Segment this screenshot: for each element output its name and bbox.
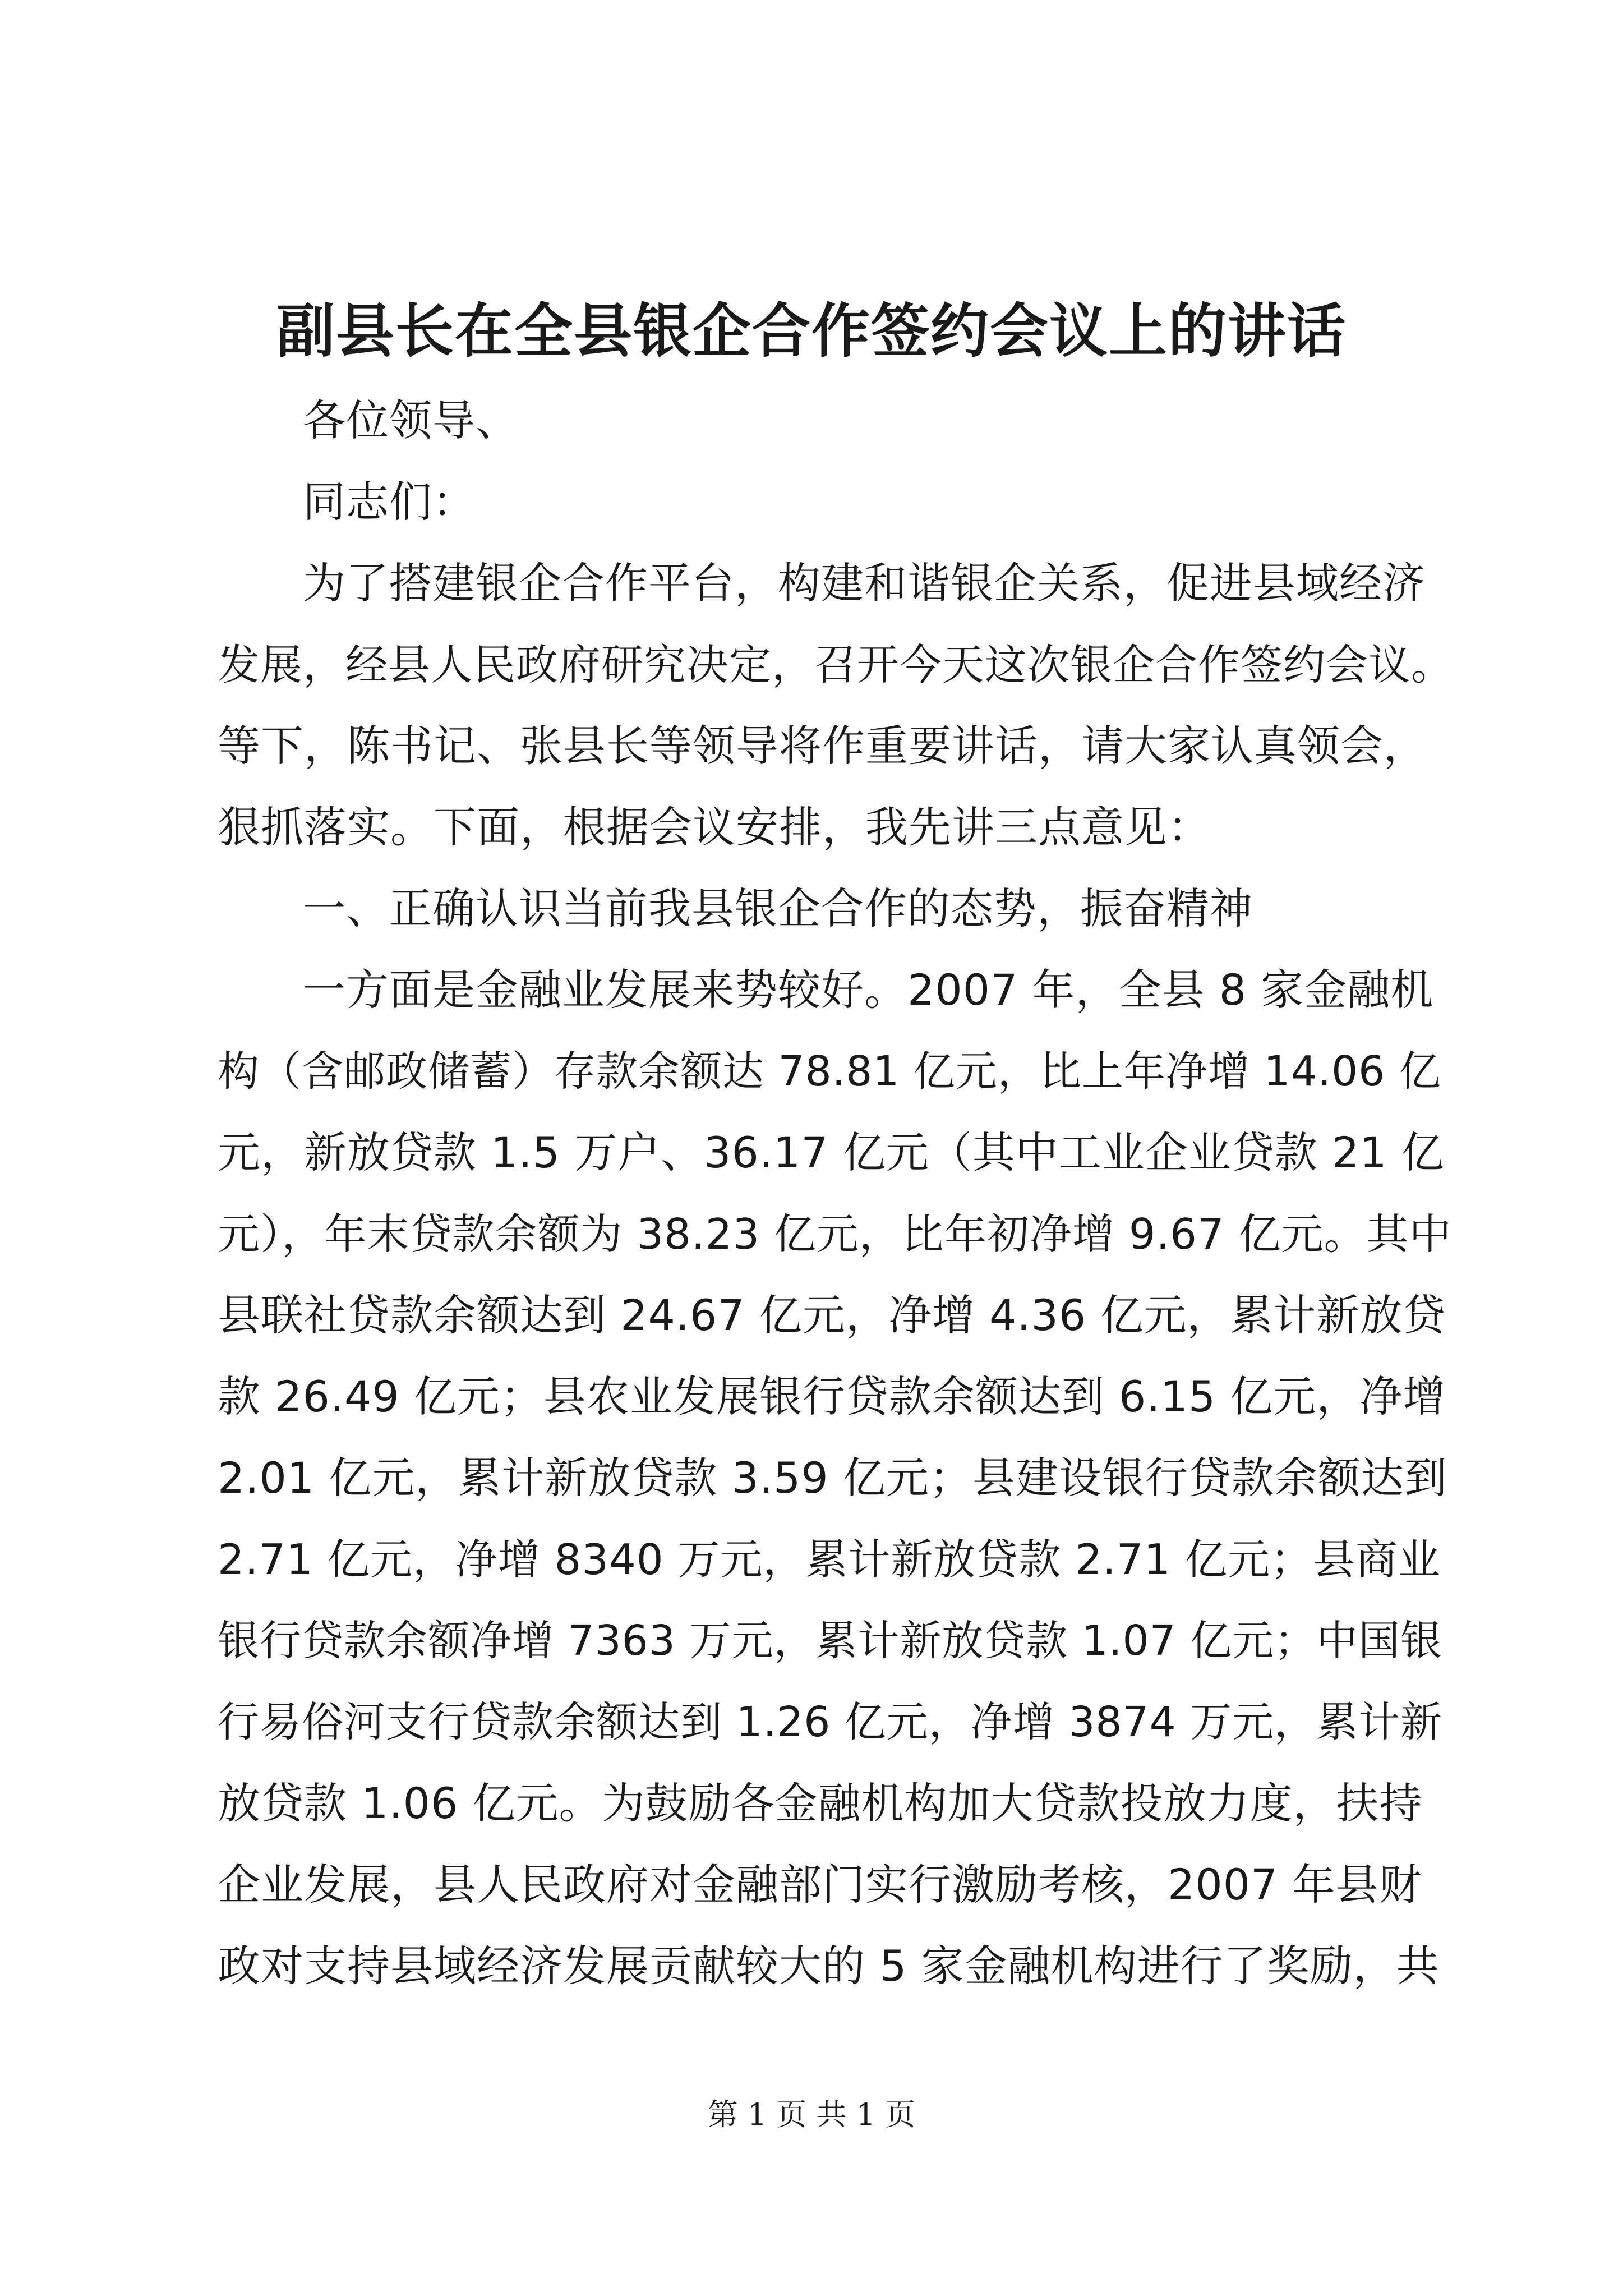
body-line: 政对支持县域经济发展贡献较大的 5 家金融机构进行了奖励，共 — [218, 1941, 1440, 1991]
body-line: 构（含邮政储蓄）存款余额达 78.81 亿元，比上年净增 14.06 亿 — [218, 1047, 1441, 1096]
salutation-line: 同志们： — [303, 477, 476, 527]
body-line: 为了搭建银企合作平台，构建和谐银企关系，促进县域经济 — [303, 558, 1426, 608]
body-line: 2.01 亿元，累计新放贷款 3.59 亿元；县建设银行贷款余额达到 — [218, 1453, 1447, 1503]
salutation-line: 各位领导、 — [303, 395, 519, 445]
body-line: 等下，陈书记、张县长等领导将作重要讲话，请大家认真领会， — [218, 721, 1427, 771]
body-line: 元，新放贷款 1.5 万户、36.17 亿元（其中工业企业贷款 21 亿 — [218, 1128, 1445, 1177]
body-line: 县联社贷款余额达到 24.67 亿元，净增 4.36 亿元，累计新放贷 — [218, 1290, 1446, 1340]
body-line: 一方面是金融业发展来势较好。2007 年，全县 8 家金融机 — [303, 965, 1434, 1015]
body-line: 款 26.49 亿元；县农业发展银行贷款余额达到 6.15 亿元，净增 — [218, 1372, 1446, 1421]
page-footer: 第 1 页 共 1 页 — [707, 2097, 916, 2132]
body-line: 企业发展，县人民政府对金融部门实行激励考核，2007 年县财 — [218, 1860, 1422, 1910]
body-line: 元），年末贷款余额为 38.23 亿元，比年初净增 9.67 亿元。其中 — [218, 1209, 1452, 1259]
body-line: 狠抓落实。下面，根据会议安排，我先讲三点意见： — [218, 802, 1211, 852]
body-line: 2.71 亿元，净增 8340 万元，累计新放贷款 2.71 亿元；县商业 — [218, 1535, 1441, 1584]
body-line: 发展，经县人民政府研究决定，召开今天这次银企合作签约会议。 — [218, 640, 1454, 689]
body-line: 行易俗河支行贷款余额达到 1.26 亿元，净增 3874 万元，累计新 — [218, 1698, 1443, 1746]
document-title: 副县长在全县银企合作签约会议上的讲话 — [276, 296, 1347, 365]
section-heading: 一、正确认识当前我县银企合作的态势，振奋精神 — [303, 884, 1253, 933]
body-line: 银行贷款余额净增 7363 万元，累计新放贷款 1.07 亿元；中国银 — [218, 1617, 1443, 1665]
body-line: 放贷款 1.06 亿元。为鼓励各金融机构加大贷款投放力度，扶持 — [218, 1778, 1423, 1828]
